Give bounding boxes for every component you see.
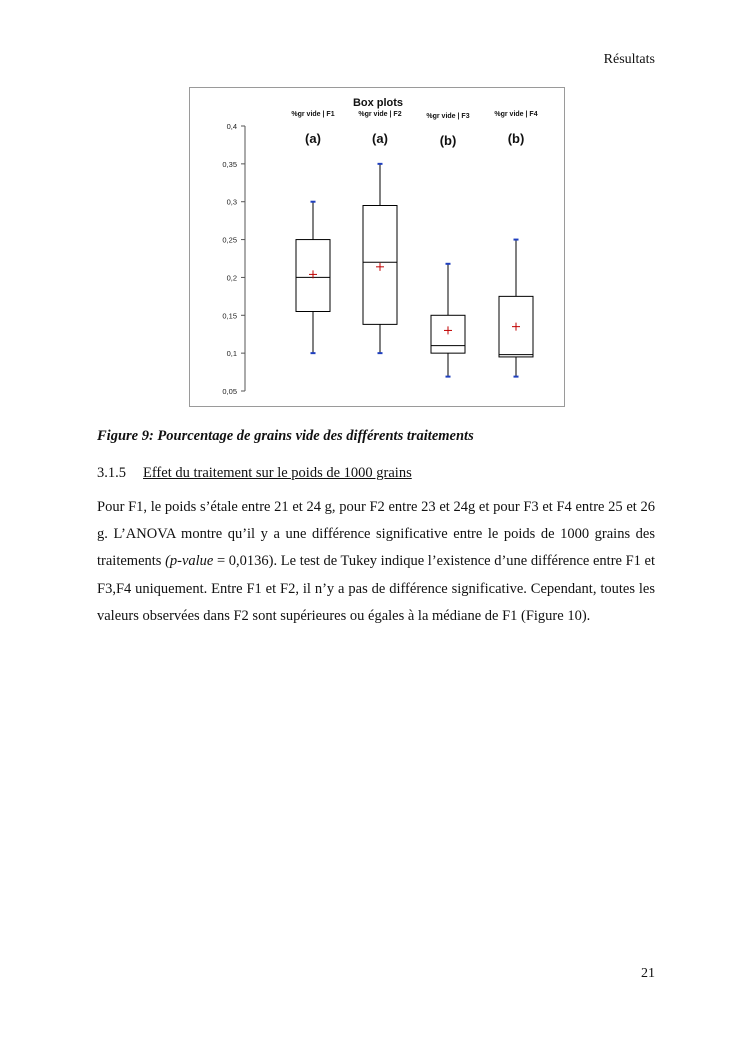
body-paragraph: [97, 494, 655, 630]
y-tick-label: 0,35: [222, 159, 237, 169]
boxplot-chart: [190, 88, 564, 406]
running-header: Résultats: [603, 52, 655, 67]
series-label: %gr vide | F1: [291, 111, 335, 118]
series-label: %gr vide | F4: [494, 111, 538, 118]
group-letter: (a): [372, 131, 388, 146]
paragraph-text-2: = 0,0136). Le test de Tukey indique l’existence d’une différence entre F1 et F3,F4 uniquement. Entre F1 et F2, il n’y a pas de différence significative. Cependant, toutes les valeurs observées dans F2 sont supérieures ou égales à la médiane de F1 (Figure 10).: [97, 553, 656, 624]
series-label: %gr vide | F3: [426, 113, 470, 120]
group-letter: (b): [507, 131, 525, 146]
group-letter: (b): [439, 133, 457, 148]
chart-title: Box plots: [352, 97, 404, 109]
section-heading: [97, 465, 412, 482]
section-title: Effet du traitement sur le poids de 1000 grains: [143, 465, 412, 481]
y-tick-label: 0,2: [226, 273, 237, 283]
y-tick-label: 0,05: [222, 387, 237, 396]
p-value-label: (p-value: [165, 553, 214, 570]
page-number: 21: [641, 966, 655, 981]
y-tick-label: 0,1: [226, 349, 237, 359]
boxplot-figure: [189, 87, 565, 407]
section-number: 3.1.5: [97, 465, 126, 481]
figure-caption: Figure 9: Pourcentage de grains vide des différents traitements: [97, 428, 474, 444]
paragraph-text-1: Pour F1, le poids s’étale entre 21 et 24 g, pour F2 entre 23 et 24g et pour F3 et F4 entre 25 et 26 g. L’ANOVA montre qu’il y a une différence significative entre le poids de 1000 grains des traitements: [97, 499, 655, 570]
y-tick-label: 0,25: [222, 235, 237, 245]
y-tick-label: 0,15: [222, 311, 237, 321]
group-letter: (a): [305, 131, 321, 146]
series-label: %gr vide | F2: [358, 111, 402, 118]
y-tick-label: 0,4: [226, 122, 237, 131]
y-tick-label: 0,3: [226, 197, 237, 207]
